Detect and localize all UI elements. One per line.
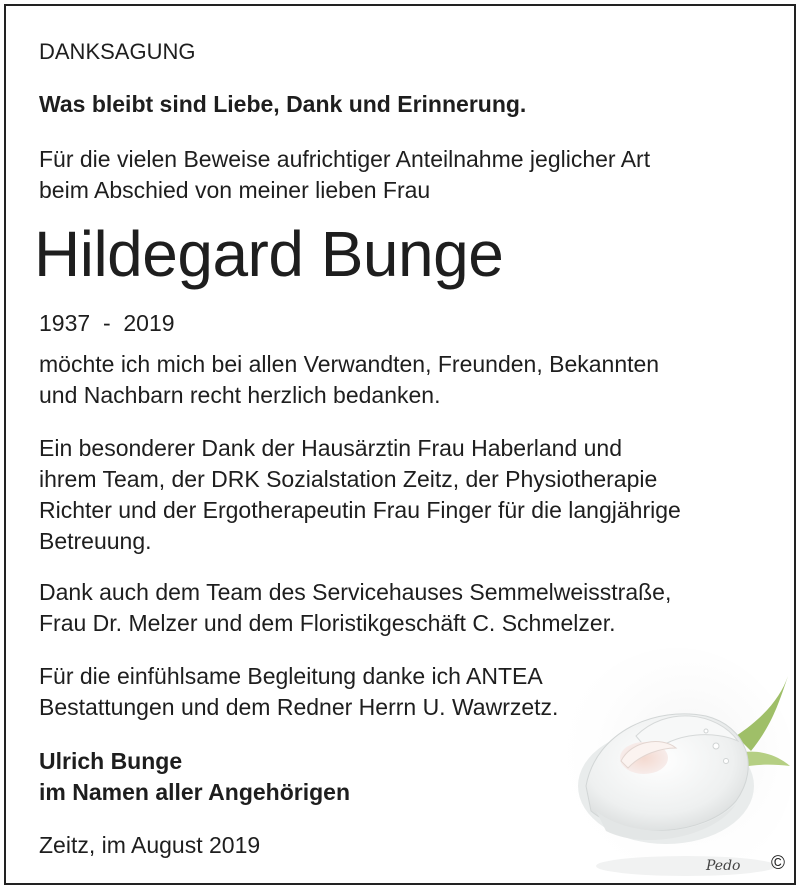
signer-subtitle: im Namen aller Angehörigen xyxy=(39,779,350,805)
paragraph-line: Bestattungen und dem Redner Herrn U. Wawrzetz. xyxy=(39,694,559,720)
copyright-icon: © xyxy=(771,853,785,874)
artist-watermark: Pedo xyxy=(706,858,741,874)
paragraph-line: und Nachbarn recht herzlich bedanken. xyxy=(39,382,441,408)
place-date: Zeitz, im August 2019 xyxy=(39,832,261,858)
notice-heading: DANKSAGUNG xyxy=(39,39,196,64)
funeral-thanks-paragraph xyxy=(39,661,558,723)
thanks-paragraph xyxy=(39,349,659,411)
paragraph-line: möchte ich mich bei allen Verwandten, Freunden, Bekannten xyxy=(39,351,660,377)
intro-line: Für die vielen Beweise aufrichtiger Anteilnahme jeglicher Art xyxy=(39,146,651,172)
paragraph-line: Ein besonderer Dank der Hausärztin Frau Haberland und xyxy=(39,435,622,461)
obituary-card xyxy=(4,4,796,885)
paragraph-line: Betreuung. xyxy=(39,528,152,554)
paragraph-line: Frau Dr. Melzer und dem Floristikgeschäft C. Schmelzer. xyxy=(39,610,616,636)
deceased-name: Hildegard Bunge xyxy=(34,218,504,290)
life-dates: 1937 - 2019 xyxy=(39,310,175,336)
signer-name: Ulrich Bunge xyxy=(39,748,183,774)
additional-thanks-paragraph xyxy=(39,577,671,639)
intro-line: beim Abschied von meiner lieben Frau xyxy=(39,177,431,203)
signer-block xyxy=(39,746,350,808)
notice-motto: Was bleibt sind Liebe, Dank und Erinnerung. xyxy=(39,91,527,117)
paragraph-line: Für die einfühlsame Begleitung danke ich ANTEA xyxy=(39,663,543,689)
paragraph-line: Dank auch dem Team des Servicehauses Semmelweisstraße, xyxy=(39,579,672,605)
white-rose-icon xyxy=(566,636,794,883)
intro-paragraph xyxy=(39,144,650,206)
special-thanks-paragraph xyxy=(39,433,681,557)
paragraph-line: ihrem Team, der DRK Sozialstation Zeitz, der Physiotherapie xyxy=(39,466,658,492)
paragraph-line: Richter und der Ergotherapeutin Frau Finger für die langjährige xyxy=(39,497,681,523)
